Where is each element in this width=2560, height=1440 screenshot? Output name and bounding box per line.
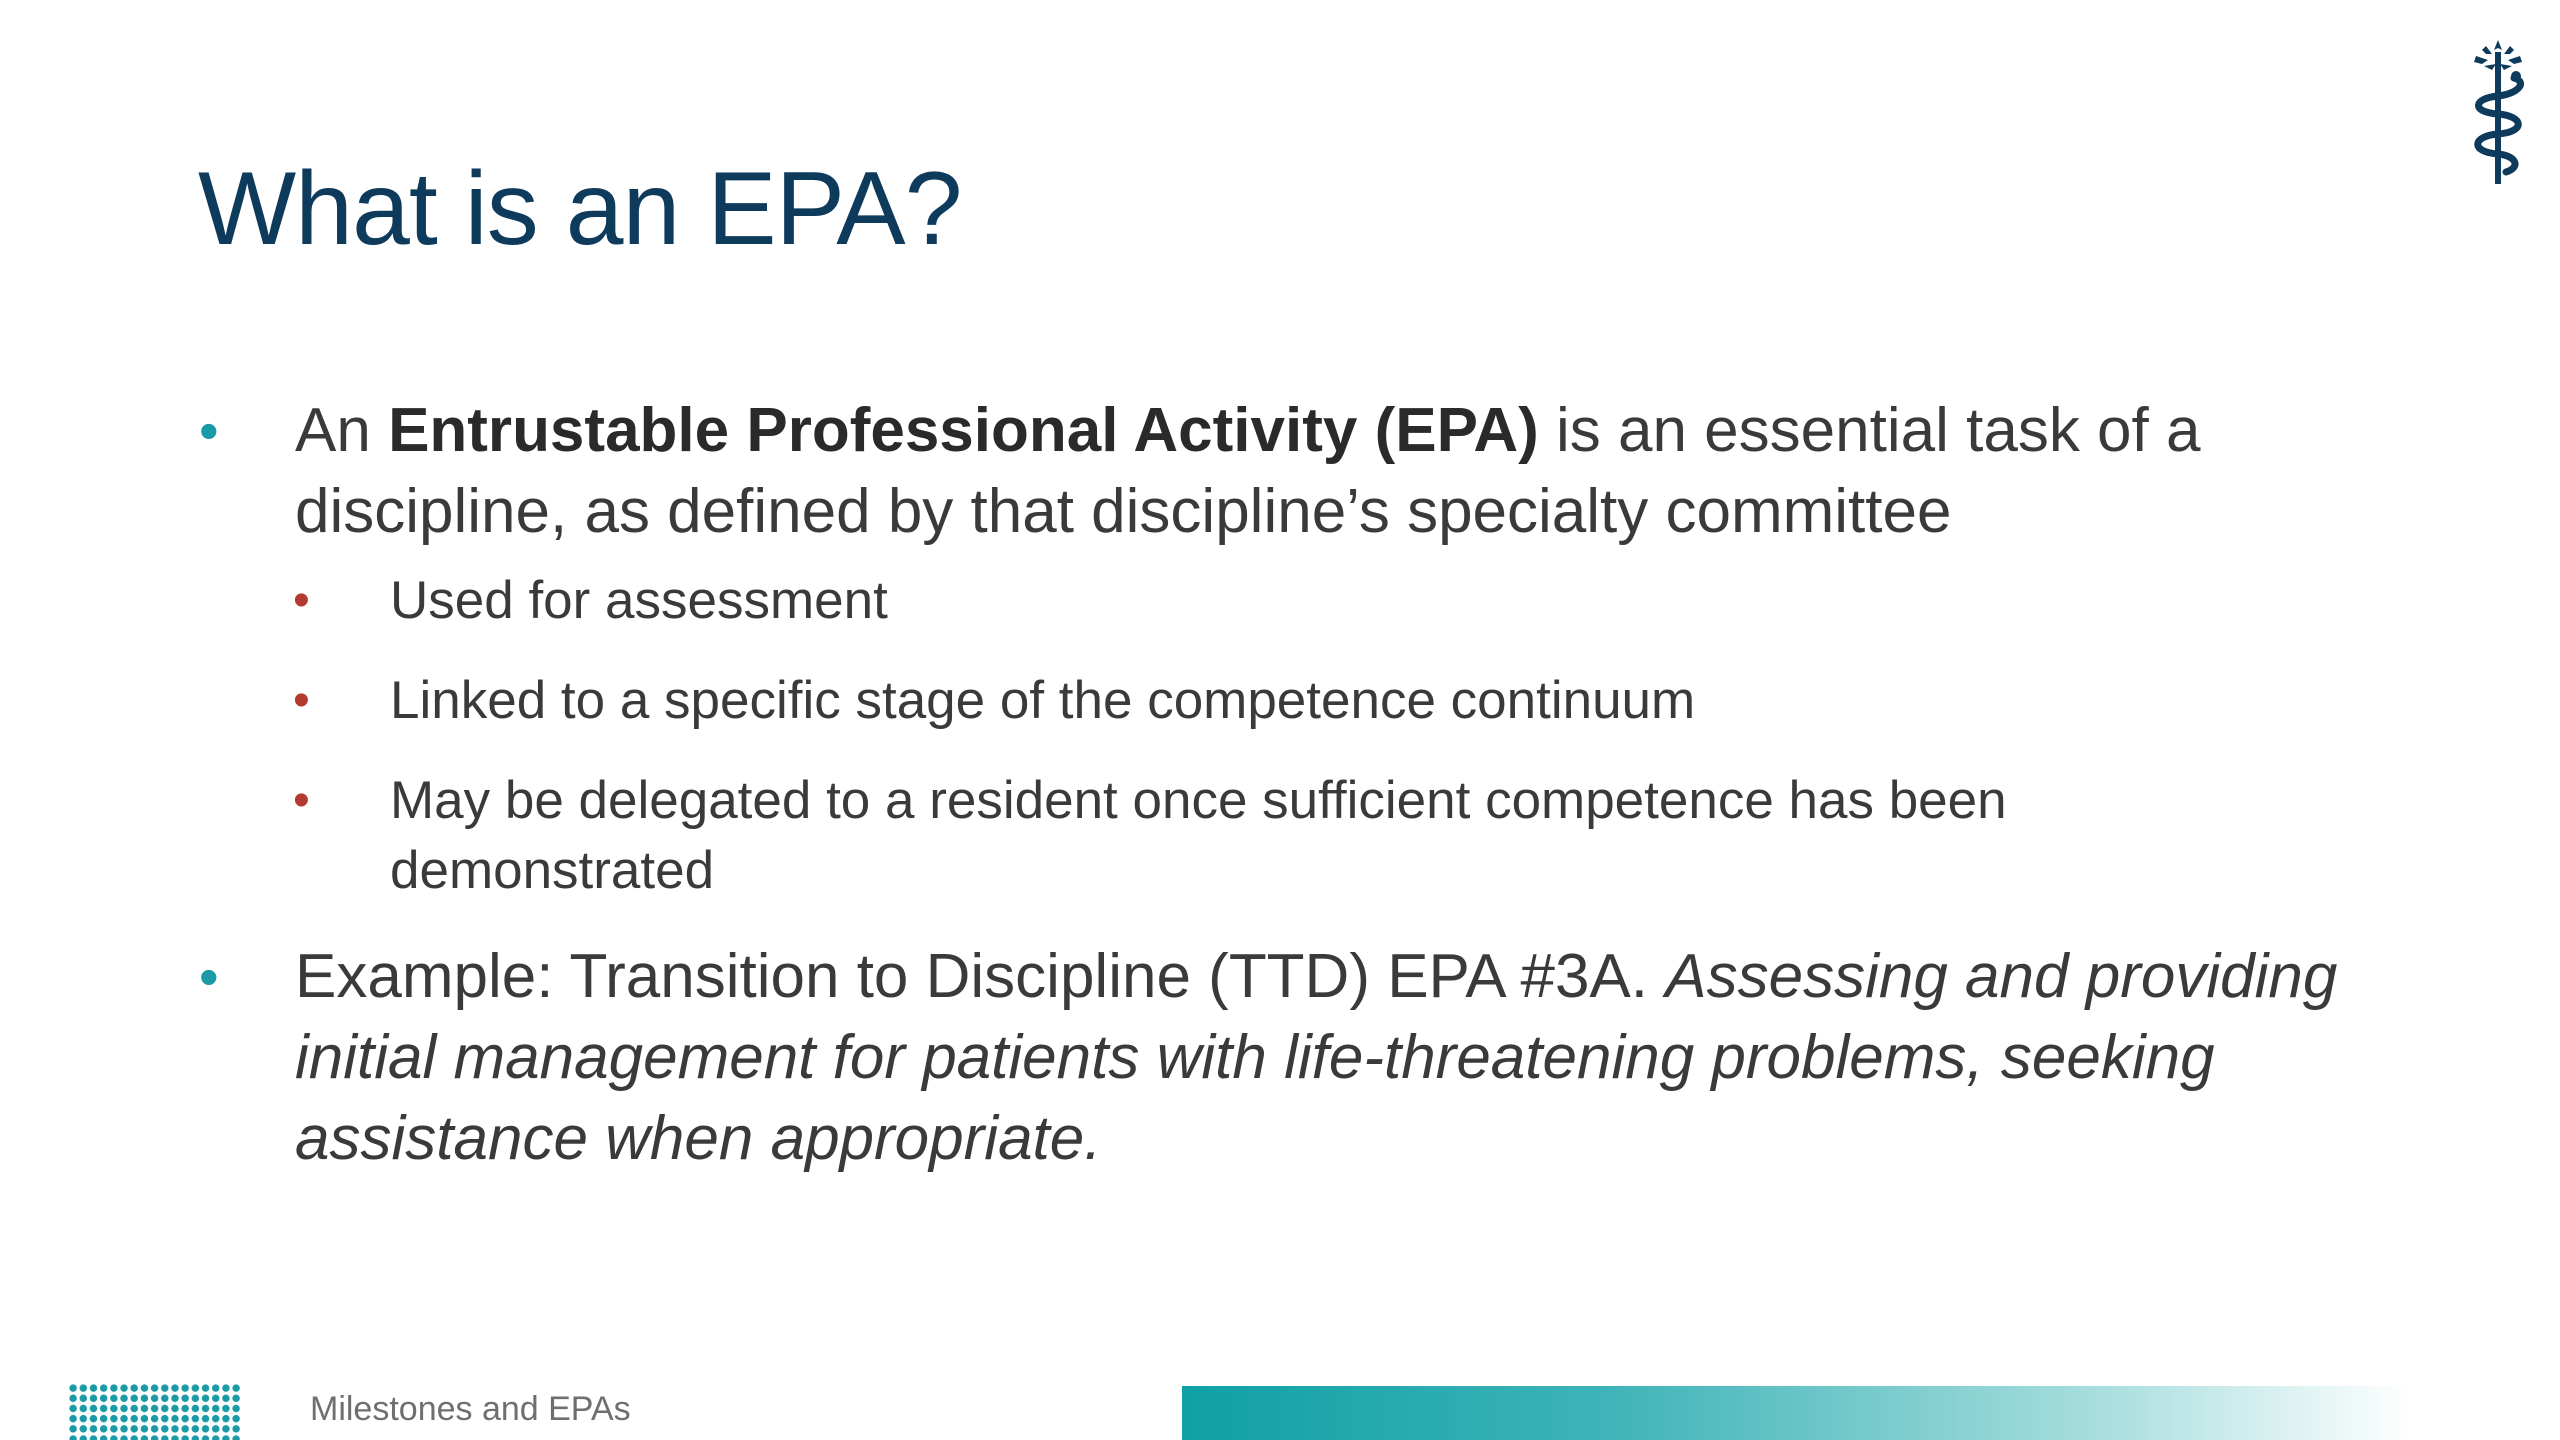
slide-title: What is an EPA? xyxy=(198,151,962,267)
bullet-text-plain: Example: Transition to Discipline (TTD) EPA #3A. xyxy=(295,942,1666,1011)
bullet-marker: • xyxy=(199,399,219,462)
sub-bullet-list xyxy=(195,566,2345,906)
footer-dot-pattern xyxy=(68,1383,240,1440)
sub-bullet-marker: • xyxy=(293,674,310,727)
bullet-text-intro: An xyxy=(295,396,389,465)
footer-label: Milestones and EPAs xyxy=(310,1390,631,1428)
bullet-text-rest: is an essential task of a discipline, as defined by that discipline’s specialty committee xyxy=(295,396,2201,546)
footer-gradient-bar xyxy=(1182,1386,2412,1440)
caduceus-icon xyxy=(2458,38,2538,188)
bullet-text-bold: Entrustable Professional Activity (EPA) xyxy=(388,396,1539,465)
sub-bullet-text: May be delegated to a resident once sufficient competence has been demonstrated xyxy=(390,771,2007,900)
sub-bullet-item xyxy=(293,666,2345,736)
sub-bullet-marker: • xyxy=(293,574,310,627)
sub-bullet-text: Used for assessment xyxy=(390,571,888,630)
sub-bullet-item xyxy=(293,766,2345,906)
bullet-example xyxy=(195,936,2345,1179)
sub-bullet-text: Linked to a specific stage of the competence continuum xyxy=(390,671,1696,730)
bullet-marker: • xyxy=(199,945,219,1008)
sub-bullet-marker: • xyxy=(293,774,310,827)
bullet-text-italic: Assessing and providing initial management for patients with life-threatening problems, seeking assistance when appropriate. xyxy=(295,942,2338,1173)
bullet-epa-definition xyxy=(195,390,2345,552)
sub-bullet-item xyxy=(293,566,2345,636)
bullet-list xyxy=(195,390,2345,1179)
